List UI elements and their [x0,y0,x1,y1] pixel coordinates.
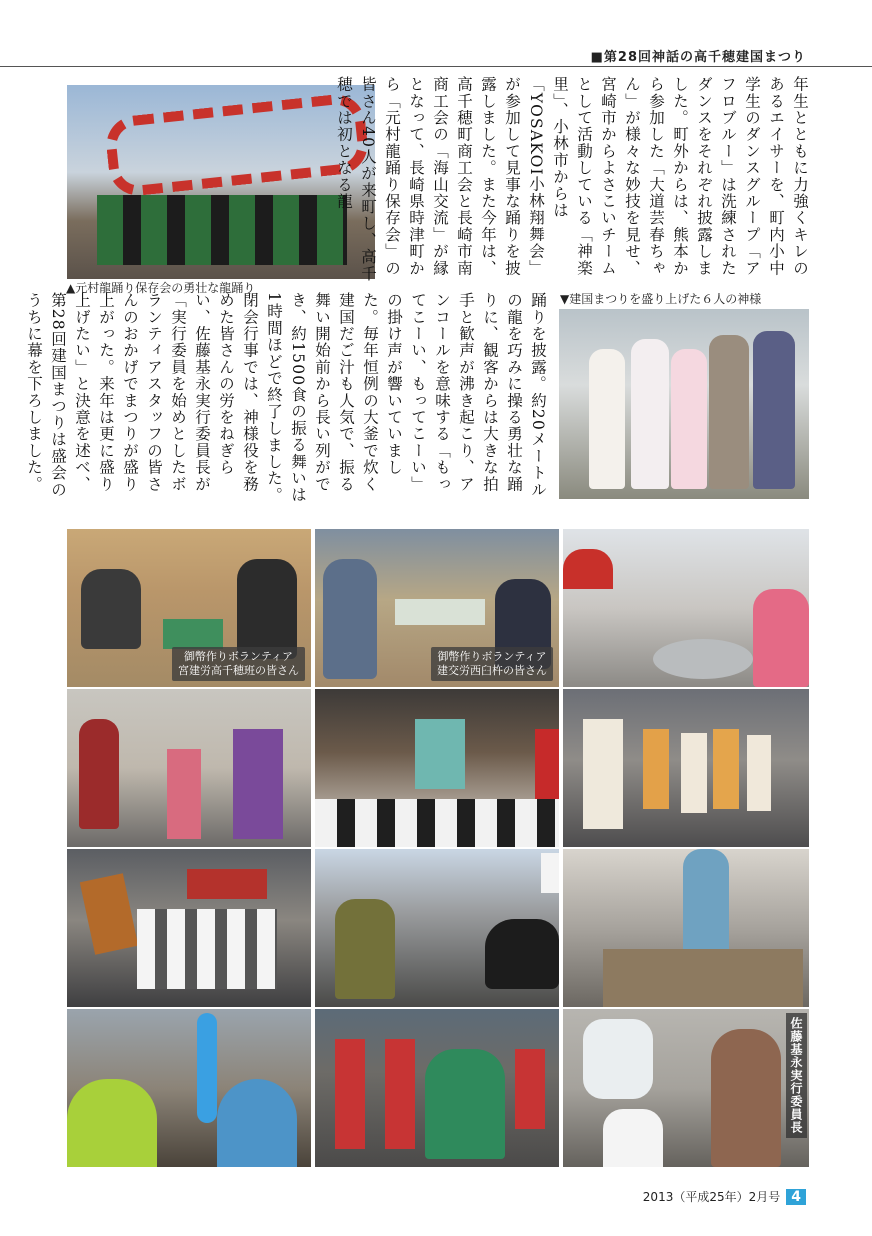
issue-date: 2013（平成25年）2月号 [642,1190,781,1204]
article-column-a [335,76,812,288]
photo-dragon-dance [66,84,376,280]
photo-six-gods [558,308,810,500]
caption-volunteer-1 [172,647,305,681]
photo-children-eating [66,1008,312,1168]
photo-cooking-dago-soup [562,528,810,688]
header-rule [0,66,872,67]
caption-volunteer-2 [431,647,553,681]
photo-closing-ceremony [562,1008,810,1168]
photo-children-procession [66,688,312,848]
photo-volunteers-takachiho [66,528,312,688]
article-text-b: 踊りを披露。約20メートルの龍を巧みに操る勇壮な踊りに、観客からは大きな拍手と歓声が沸き起こり、アンコールを意味する「もってこーい、もってこーい」の掛け声が響いていました。毎年恒例の大釜で炊く建国だご汁も人気で、振る舞い開始前から長い列ができ、約1500食の振る舞いは1時間ほどで終了しました。閉会行事では、神様役を務めた皆さんの労をねぎらい、佐藤基永実行委員長が「実行委員を始めとしたボランティアスタッフの皆さんのおかげでまつりが盛り上がった。来年は更に盛り上げたい」と決意を述べ、第28回建国まつりは盛会のうちに幕を下ろしました。 [25,292,547,504]
article-text-a: 年生とともに力強くキレのあるエイサーを、町内小中学生のダンスグループ「アフロブルー」は洗練されたダンスをそれぞれ披露しました。町外からは、熊本から参加した「大道芸春ちゃん」が様々な妙技を見せ、宮崎市からよさこいチームとして活動している「神楽里」、小林市からは「YOSAKOI小林翔舞会」が参加して見事な踊りを披露しました。また今年は、高千穂町商工会と長崎市南商工会の「海山交流」が縁となって、長崎県時津町から「元村龍踊り保存会」の皆さん40人が来町し、高千穂では初となる龍 [335,76,809,282]
caption-volunteer-1-line2: 宮建労高千穂班の皆さん [178,664,299,677]
photo-masked-gods-parade [562,688,810,848]
page-footer [643,1188,806,1205]
photo-stage-performers [314,688,560,848]
page-number: 4 [786,1189,806,1205]
photo-shrine-procession [66,848,312,1008]
caption-volunteer-2-line1: 御幣作りボランティア [437,650,547,663]
caption-volunteer-1-line1: 御幣作りボランティア [183,650,294,663]
caption-volunteer-2-line2: 建交労西臼杵の皆さん [437,664,547,677]
caption-dragon: ▲元村龍踊り保存会の勇壮な龍踊り [66,281,256,295]
article-column-b [25,292,550,508]
page-header-title: ■第28回神話の高千穂建国まつり [590,50,806,65]
photo-crowd-festival [314,848,560,1008]
caption-gods: ▼建国まつりを盛り上げた６人の神様 [560,292,762,306]
photo-big-pot-stirring [562,848,810,1008]
photo-dancers-green [314,1008,560,1168]
photo-volunteers-nishiusuki [314,528,560,688]
caption-chairman: 佐藤基永実行委員長 [786,1013,807,1138]
